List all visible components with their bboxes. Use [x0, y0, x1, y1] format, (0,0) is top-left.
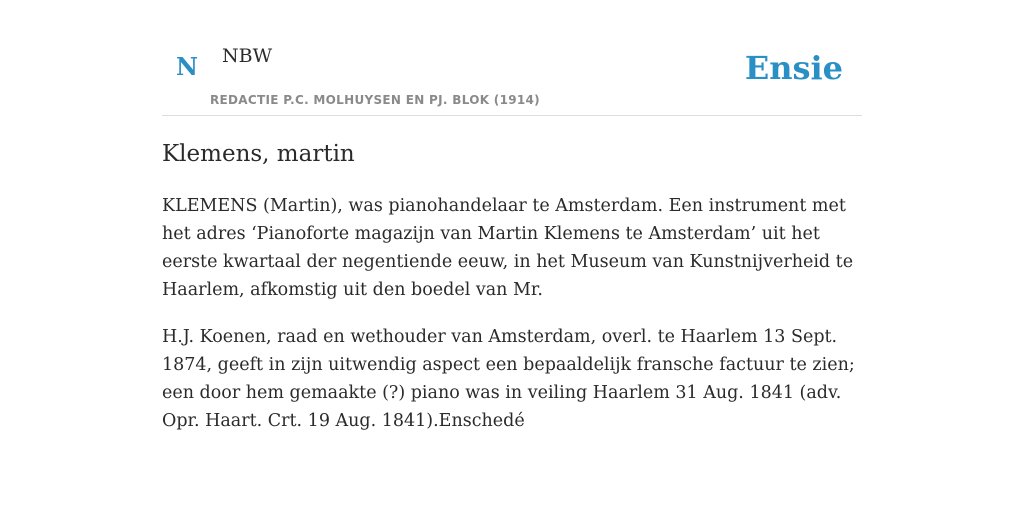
- source-title[interactable]: NBW: [222, 45, 273, 67]
- entry-paragraph: H.J. Koenen, raad en wethouder van Amsterdam, overl. te Haarlem 13 Sept. 1874, geeft in zijn uitwendig aspect een bepaaldelijk fransche factuur te zien; een door hem gemaakte (?) piano was in veiling Haarlem 31 Aug. 1841 (adv. Opr. Haart. Crt. 19 Aug. 1841).Enschedé: [162, 327, 855, 431]
- source-header: [162, 30, 862, 116]
- source-subtitle: REDACTIE P.C. MOLHUYSEN EN PJ. BLOK (1914): [210, 93, 540, 107]
- entry-paragraph: KLEMENS (Martin), was pianohandelaar te Amsterdam. Een instrument met het adres ‘Pianoforte magazijn van Martin Klemens te Amsterdam’ uit het eerste kwartaal der negentiende eeuw, in het Museum van Kunstnijverheid te Haarlem, afkomstig uit den boedel van Mr.: [162, 196, 854, 300]
- entry-body: [162, 192, 862, 454]
- entry-title: Klemens, martin: [162, 141, 355, 167]
- source-logo[interactable]: N: [176, 52, 198, 81]
- brand-logo[interactable]: Ensie: [744, 49, 843, 87]
